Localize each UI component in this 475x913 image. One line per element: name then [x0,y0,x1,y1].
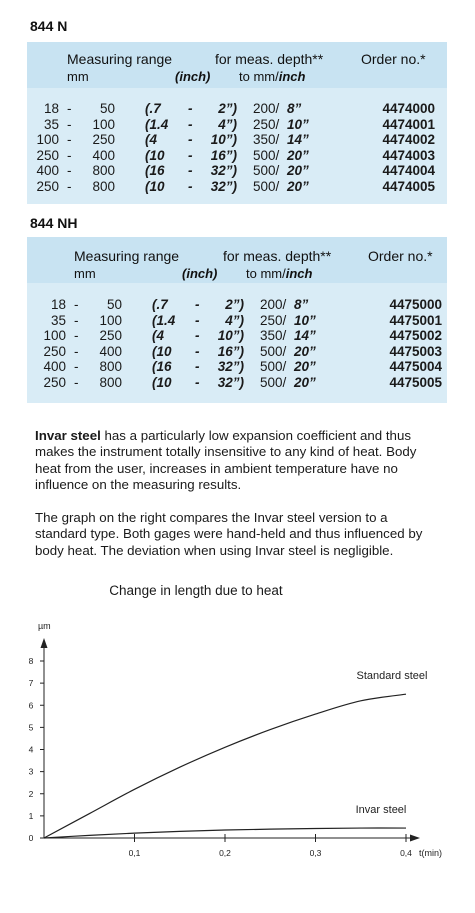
range-to: 800 [92,179,115,194]
range-dash: - [67,116,72,132]
inch-to: 10”) [210,132,237,148]
order-no: 4474004 [382,163,435,179]
inch-to: 4”) [218,116,237,132]
header-for-meas-depth: for meas. depth** [215,51,324,67]
table-row [27,375,447,390]
y-tick-label: 0 [28,833,34,843]
table-row [27,117,447,132]
order-no: 4475005 [389,375,442,390]
range-to: 100 [99,312,122,328]
range-from: 400 [36,163,59,179]
y-tick-label: 5 [28,722,34,733]
range-from: 400 [43,359,66,375]
inch-dash: - [195,328,200,344]
depth-inch: 20” [287,147,309,163]
graph-description: The graph on the right compares the Invar steel version to a standard type. Both gages were hand-held and thus influenced by body heat. The deviation when using Invar steel is negligible. [35,510,423,558]
range-to: 100 [92,116,115,132]
inch-dash: - [195,343,200,359]
header-unit-inch: (inch) [182,266,218,281]
range-dash: - [74,343,79,359]
inch-to: 32”) [210,163,237,179]
range-to: 400 [99,343,122,359]
range-from: 250 [36,147,59,163]
range-dash: - [74,359,79,375]
range-from: 250 [36,179,59,194]
depth-inch: 10” [287,116,309,132]
depth-inch: 14” [287,132,309,148]
x-tick-label: 0,4 [400,848,412,858]
depth-inch: 10” [294,312,316,328]
order-no: 4475004 [389,359,442,375]
header-unit-inch: (inch) [175,69,211,84]
range-to: 250 [92,132,115,148]
order-no: 4475003 [389,343,442,359]
range-dash: - [74,328,79,344]
inch-from: (10 [152,375,172,390]
range-dash: - [67,101,72,116]
depth-inch: 20” [294,343,316,359]
x-tick-label: 0,1 [128,848,141,858]
y-tick-label: 3 [28,766,34,777]
range-from: 100 [43,328,66,344]
inch-to: 32”) [210,179,237,194]
depth-inch: 8” [294,297,309,312]
x-axis-label: t(min) [419,848,442,858]
inch-dash: - [188,179,193,194]
order-no: 4474000 [382,101,435,116]
inch-from: (1.4 [152,312,176,328]
range-to: 400 [92,147,115,163]
order-no: 4475000 [389,297,442,312]
table-row [27,179,447,194]
range-from: 35 [50,312,66,328]
y-tick-label: 6 [28,700,34,711]
header-order-no: Order no.* [361,51,426,67]
depth-mm: 250/ [253,116,280,132]
depth-mm: 500/ [260,375,287,390]
x-tick-label: 0,2 [219,848,231,858]
inch-from: (.7 [145,101,161,116]
range-from: 250 [43,343,66,359]
order-no: 4474002 [382,132,435,148]
table-row [27,344,447,359]
inch-from: (10 [145,179,165,194]
order-no: 4474001 [382,116,435,132]
inch-dash: - [188,163,193,179]
heat-expansion-chart [0,580,475,900]
inch-to: 10”) [217,328,244,344]
order-no: 4475001 [389,312,442,328]
range-from: 18 [50,297,66,312]
table-title-844nh: 844 NH [30,215,78,231]
inch-to: 4”) [225,312,244,328]
inch-dash: - [188,132,193,148]
inch-from: (1.4 [145,116,169,132]
inch-dash: - [188,116,193,132]
y-tick-label: 1 [28,810,34,821]
inch-dash: - [195,375,200,390]
chart-marks [44,670,427,838]
chart-axes [29,621,442,858]
depth-inch: 20” [294,375,316,390]
table-title-844n: 844 N [30,18,68,34]
y-tick-label: 7 [28,678,34,689]
table-844nh [27,237,447,403]
depth-mm: 500/ [260,359,287,375]
depth-mm: 200/ [253,101,280,116]
series-label-0: Standard steel [356,670,428,682]
order-no: 4475002 [389,328,442,344]
inch-from: (10 [145,147,165,163]
inch-dash: - [188,101,193,116]
invar-description: Invar steel has a particularly low expansion coefficient and thus makes the instrument totally insensitive to any kind of heat. Body heat from the user, increases in ambient temperature have no influence on the measuring results. [35,428,417,493]
table-header [27,237,447,283]
inch-dash: - [195,297,200,312]
header-to-mm-inch: to mm/inch [239,69,306,84]
depth-inch: 14” [294,328,316,344]
table-row [27,163,447,178]
x-tick-label: 0,3 [309,848,322,858]
header-order-no: Order no.* [368,248,433,264]
y-tick-label: 2 [28,788,34,799]
table-row [27,359,447,374]
inch-dash: - [195,359,200,375]
range-dash: - [74,375,79,390]
series-line-0 [44,694,406,838]
series-label-1: Invar steel [355,804,407,816]
inch-dash: - [188,147,193,163]
order-no: 4474005 [382,179,435,194]
depth-mm: 500/ [253,147,280,163]
inch-from: (10 [152,343,172,359]
table-row [27,328,447,343]
y-axis-label: µm [38,621,51,631]
range-dash: - [74,297,79,312]
depth-inch: 20” [287,179,309,194]
depth-mm: 350/ [260,328,287,344]
inch-from: (.7 [152,297,168,312]
table-row [27,148,447,163]
range-dash: - [67,132,72,148]
header-unit-mm: mm [67,69,89,84]
table-844n [27,42,447,204]
x-axis-arrow [410,835,420,842]
depth-inch: 8” [287,101,302,116]
range-dash: - [67,147,72,163]
depth-mm: 350/ [253,132,280,148]
depth-mm: 200/ [260,297,287,312]
depth-mm: 250/ [260,312,287,328]
inch-from: (4 [152,328,165,344]
depth-inch: 20” [294,359,316,375]
table-row [27,101,447,116]
range-to: 800 [92,163,115,179]
range-to: 50 [106,297,122,312]
inch-to: 32”) [217,359,244,375]
depth-mm: 500/ [253,179,280,194]
inch-to: 16”) [210,147,237,163]
y-axis-arrow [41,638,48,648]
inch-to: 2”) [225,297,244,312]
header-for-meas-depth: for meas. depth** [223,248,332,264]
inch-from: (4 [145,132,158,148]
range-to: 250 [99,328,122,344]
depth-mm: 500/ [260,343,287,359]
table-row [27,313,447,328]
range-to: 800 [99,375,122,390]
inch-from: (16 [145,163,165,179]
depth-inch: 20” [287,163,309,179]
range-dash: - [67,179,72,194]
order-no: 4474003 [382,147,435,163]
inch-to: 2”) [218,101,237,116]
header-to-mm-inch: to mm/inch [246,266,313,281]
y-tick-label: 8 [28,656,34,666]
range-dash: - [74,312,79,328]
range-from: 35 [43,116,59,132]
range-dash: - [67,163,72,179]
inch-from: (16 [152,359,172,375]
range-from: 18 [43,101,59,116]
range-to: 50 [99,101,115,116]
depth-mm: 500/ [253,163,280,179]
header-measuring-range: Measuring range [74,248,180,264]
header-measuring-range: Measuring range [67,51,173,67]
range-from: 100 [36,132,59,148]
y-tick-label: 4 [28,744,34,755]
table-header [27,42,447,88]
chart-title: Change in length due to heat [109,583,283,598]
inch-to: 32”) [217,375,244,390]
inch-to: 16”) [217,343,244,359]
table-row [27,132,447,147]
table-row [27,297,447,312]
inch-dash: - [195,312,200,328]
header-unit-mm: mm [74,266,96,281]
range-from: 250 [43,375,66,390]
range-to: 800 [99,359,122,375]
